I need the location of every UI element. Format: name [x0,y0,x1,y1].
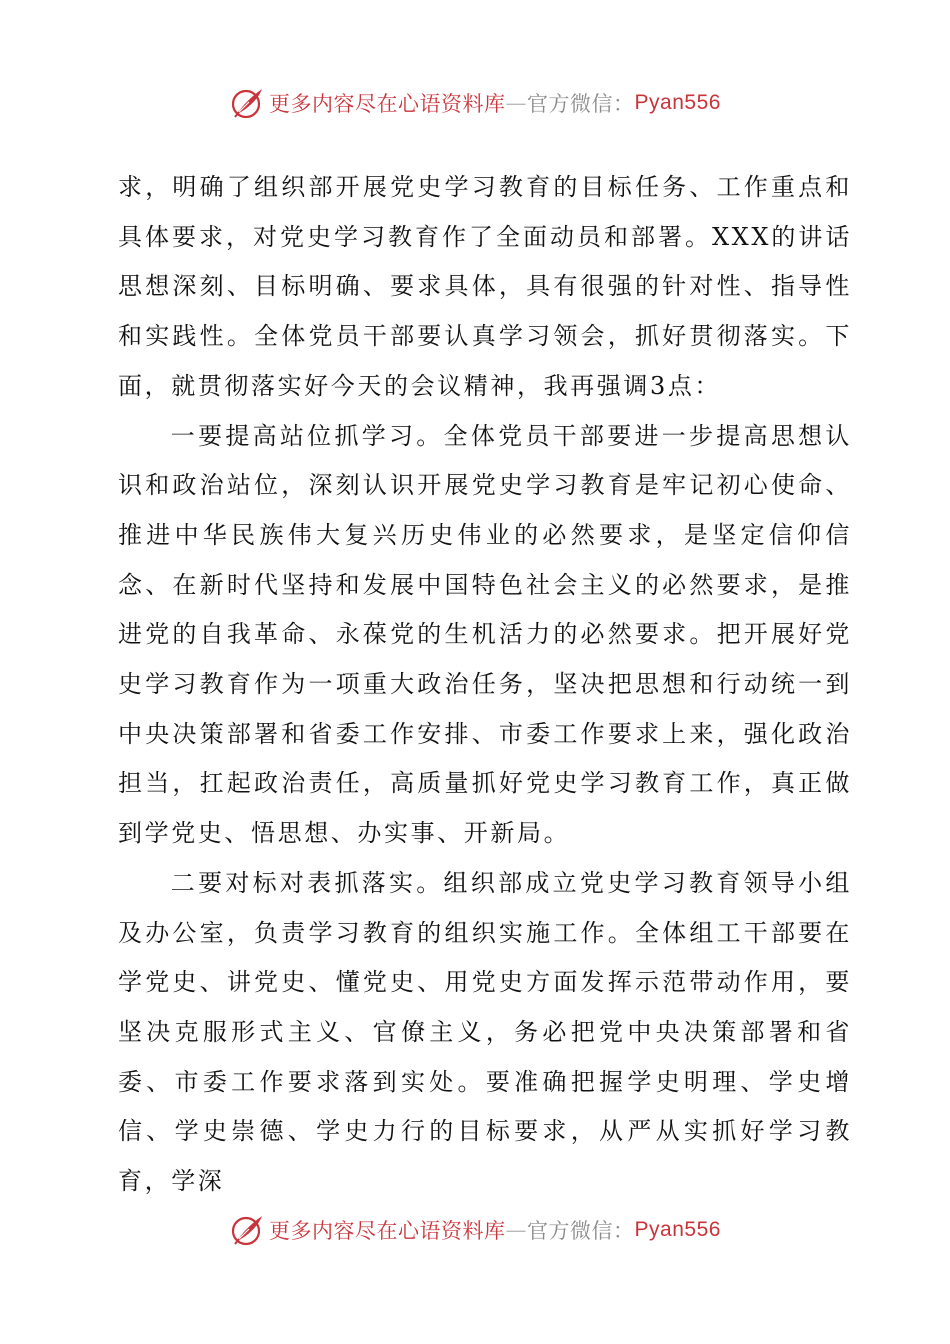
banner-site-name: 更多内容尽在心语资料库 [269,1219,506,1243]
quill-logo-icon [229,85,265,121]
banner-dash: — [505,1218,528,1242]
banner-wechat-id: Pyan556 [634,1218,721,1241]
body-text [118,163,852,1207]
banner-wechat-label: 官方微信： [527,1219,635,1243]
paragraph: 一要提高站位抓学习。全体党员干部要进一步提高思想认识和政治站位，深刻认识开展党史学习教育是牢记初心使命、推进中华民族伟大复兴历史伟业的必然要求，是坚定信仰信念、在新时代坚持和发展中国特色社会主义的必然要求，是推进党的自我革命、永葆党的生机活力的必然要求。把开展好党史学习教育作为一项重大政治任务，坚决把思想和行动统一到中央决策部署和省委工作安排、市委工作要求上来，强化政治担当，扛起政治责任，高质量抓好党史学习教育工作，真正做到学党史、悟思想、办实事、开新局。 [118,421,852,848]
banner-wechat-id: Pyan556 [634,91,721,114]
banner-wechat-label: 官方微信： [527,92,635,116]
banner-dash: — [505,91,528,115]
banner-site-name: 更多内容尽在心语资料库 [269,92,506,116]
footer-banner [0,1210,950,1250]
header-banner [0,83,950,123]
paragraph: 求，明确了组织部开展党史学习教育的目标任务、工作重点和具体要求，对党史学习教育作了全面动员和部署。XXX的讲话思想深刻、目标明确、要求具体，具有很强的针对性、指导性和实践性。全体党员干部要认真学习领会，抓好贯彻落实。下面，就贯彻落实好今天的会议精神，我再强调3点： [118,173,852,400]
paragraph: 二要对标对表抓落实。组织部成立党史学习教育领导小组及办公室，负责学习教育的组织实施工作。全体组工干部要在学党史、讲党史、懂党史、用党史方面发挥示范带动作用，要坚决克服形式主义、官僚主义，务必把党中央决策部署和省委、市委工作要求落到实处。要准确把握学史明理、学史增信、学史崇德、学史力行的目标要求，从严从实抓好学习教育，学深 [118,868,852,1196]
quill-logo-icon [229,1212,265,1248]
